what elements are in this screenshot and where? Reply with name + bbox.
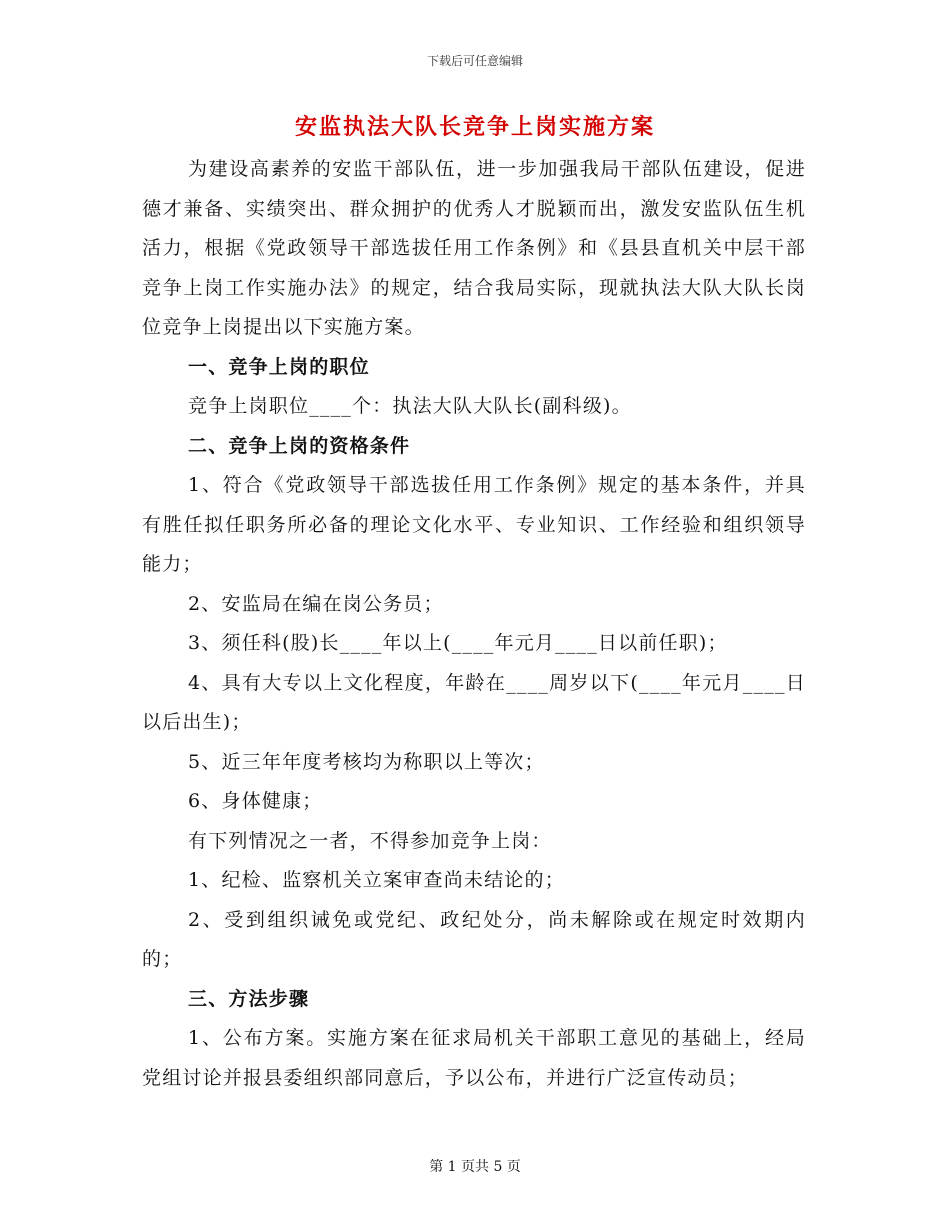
intro-paragraph: 为建设高素养的安监干部队伍，进一步加强我局干部队伍建设，促进德才兼备、实绩突出、群众拥护的优秀人才脱颖而出，激发安监队伍生机活力，根据《党政领导干部选拔任用工作条例》和《县县直机关中层干部竞争上岗工作实施办法》的规定，结合我局实际，现就执法大队大队长岗位竞争上岗提出以下实施方案。 [142, 158, 806, 338]
list-item: 4、具有大专以上文化程度，年龄在____周岁以下(____年元月____日以后出生)； [142, 671, 806, 733]
paragraph: 竞争上岗职位____个：执法大队大队长(副科级)。 [188, 395, 632, 417]
list-item: 1、公布方案。实施方案在征求局机关干部职工意见的基础上，经局党组讨论并报县委组织部同意后，予以公布，并进行广泛宣传动员； [142, 1027, 806, 1089]
list-item: 6、身体健康； [188, 790, 323, 812]
document-title: 安监执法大队长竞争上岗实施方案 [294, 114, 655, 140]
document-body [142, 150, 806, 1098]
list-item: 1、纪检、监察机关立案审查尚未结论的； [188, 869, 565, 891]
list-item: 3、须任科(股)长____年以上(____年元月____日以前任职)； [188, 632, 728, 654]
list-item: 2、受到组织诫免或党纪、政纪处分，尚未解除或在规定时效期内的； [142, 908, 806, 970]
list-item: 5、近三年年度考核均为称职以上等次； [188, 750, 545, 773]
header-note: 下载后可任意编辑 [426, 54, 523, 68]
section-heading-3: 三、方法步骤 [188, 987, 310, 1010]
list-item: 1、符合《党政领导干部选拔任用工作条例》规定的基本条件，并具有胜任拟任职务所必备的理论文化水平、专业知识、工作经验和组织领导能力； [142, 474, 806, 575]
page-footer: 第 1 页共 5 页 [429, 1159, 521, 1175]
section-heading-1: 一、竞争上岗的职位 [188, 355, 370, 378]
paragraph: 有下列情况之一者，不得参加竞争上岗： [188, 829, 552, 852]
list-item: 2、安监局在编在岗公务员； [188, 592, 444, 615]
section-heading-2: 二、竞争上岗的资格条件 [188, 434, 411, 457]
